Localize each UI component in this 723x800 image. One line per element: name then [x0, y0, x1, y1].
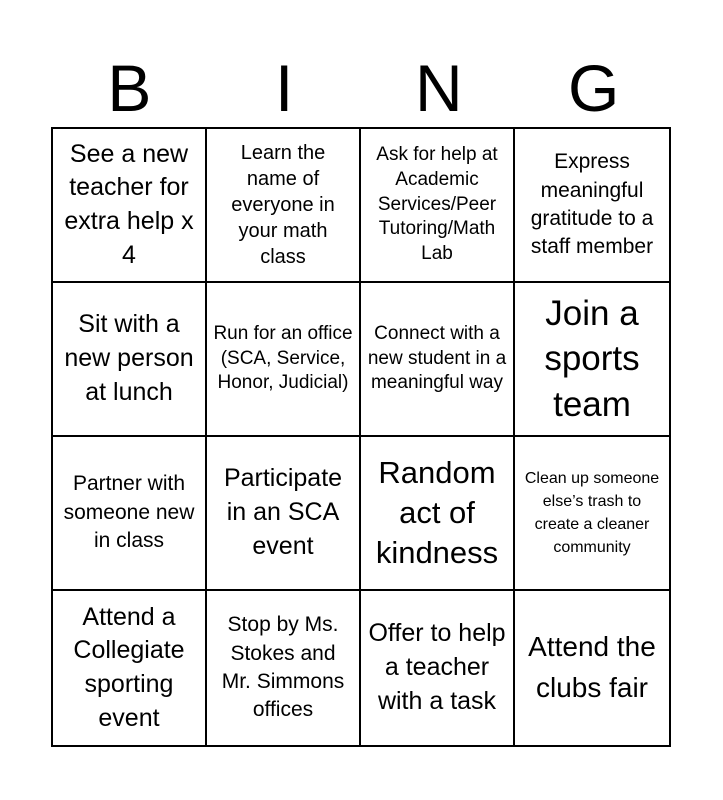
bingo-cell-2[interactable] — [207, 129, 361, 283]
cell-text: Learn the name of everyone in your math class — [231, 142, 335, 268]
cell-text: Stop by Ms. Stokes and Mr. Simmons offices — [221, 613, 345, 722]
cell-text: Offer to help a teacher with a task — [368, 619, 506, 715]
bingo-header — [52, 48, 671, 128]
cell-text: Connect with a new student in a meaningful way — [367, 322, 507, 394]
cell-text: Random act of kindness — [375, 454, 499, 571]
header-letter-n: N — [415, 51, 463, 125]
bingo-board — [51, 127, 671, 747]
cell-text: Partner with someone new in class — [63, 472, 195, 553]
cell-text: Run for an office (SCA, Service, Honor, Judicial) — [213, 322, 353, 394]
cell-text: Sit with a new person at lunch — [64, 310, 194, 406]
bingo-cell-16[interactable] — [515, 591, 669, 745]
bingo-cell-12[interactable] — [515, 437, 669, 591]
bingo-cell-11[interactable] — [361, 437, 515, 591]
cell-text: Join a sports team — [544, 293, 640, 424]
cell-text: See a new teacher for extra help x 4 — [64, 139, 194, 269]
bingo-cell-1[interactable] — [53, 129, 207, 283]
bingo-cell-8[interactable] — [515, 283, 669, 437]
bingo-cell-15[interactable] — [361, 591, 515, 745]
cell-text: Ask for help at Academic Services/Peer Tutoring/Math Lab — [376, 144, 498, 265]
bingo-cell-5[interactable] — [53, 283, 207, 437]
header-letter-b: B — [107, 51, 152, 125]
cell-text: Express meaningful gratitude to a staff member — [530, 150, 654, 259]
bingo-cell-6[interactable] — [207, 283, 361, 437]
bingo-cell-10[interactable] — [207, 437, 361, 591]
header-letter-i: I — [274, 51, 294, 125]
bingo-cell-14[interactable] — [207, 591, 361, 745]
bingo-cell-9[interactable] — [53, 437, 207, 591]
cell-text: Participate in an SCA event — [223, 464, 343, 560]
cell-text: Clean up someone else’s trash to create a cleaner community — [524, 469, 660, 557]
cell-text: Attend the clubs fair — [528, 631, 656, 703]
header-letter-g: G — [567, 51, 620, 125]
bingo-cell-13[interactable] — [53, 591, 207, 745]
cell-text: Attend a Collegiate sporting event — [73, 602, 185, 732]
bingo-cell-4[interactable] — [515, 129, 669, 283]
bingo-cell-7[interactable] — [361, 283, 515, 437]
bingo-cell-3[interactable] — [361, 129, 515, 283]
